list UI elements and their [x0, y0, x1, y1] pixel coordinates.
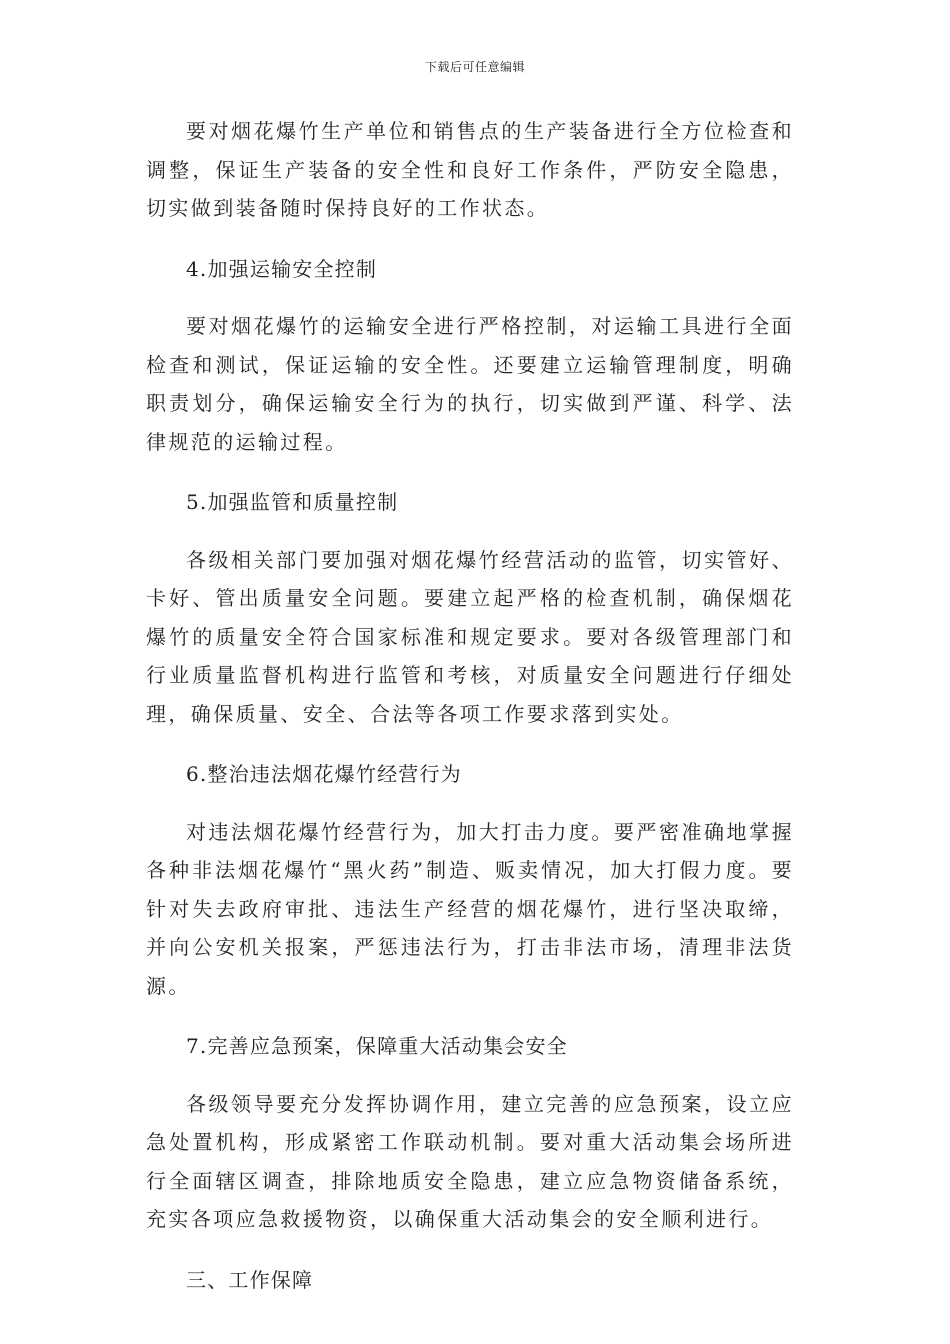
paragraph-emergency-plan: 各级领导要充分发挥协调作用，建立完善的应急预案，设立应急处置机构，形成紧密工作联动机制。要对重大活动集会场所进行全面辖区调查，排除地质安全隐患，建立应急物资储备系统，充实各项应急救援物资，以确保重大活动集会的安全顺利进行。: [146, 1091, 794, 1231]
heading-emergency-plan: 7.完善应急预案，保障重大活动集会安全: [186, 1034, 568, 1058]
heading-work-guarantee: 三、工作保障: [186, 1267, 314, 1292]
heading-illegal-business: 6.整治违法烟花爆竹经营行为: [186, 762, 462, 786]
document-body: [146, 112, 794, 1299]
paragraph-transport-safety: 要对烟花爆竹的运输安全进行严格控制，对运输工具进行全面检查和测试，保证运输的安全性。还要建立运输管理制度，明确职责划分，确保运输安全行为的执行，切实做到严谨、科学、法律规范的运输过程。: [146, 314, 794, 454]
heading-supervision-quality: 5.加强监管和质量控制: [186, 490, 399, 514]
page-header: 下载后可任意编辑: [424, 60, 525, 74]
paragraph-supervision-quality: 各级相关部门要加强对烟花爆竹经营活动的监管，切实管好、卡好、管出质量安全问题。要建立起严格的检查机制，确保烟花爆竹的质量安全符合国家标准和规定要求。要对各级管理部门和行业质量监督机构进行监管和考核，对质量安全问题进行仔细处理，确保质量、安全、合法等各项工作要求落到实处。: [146, 547, 794, 726]
paragraph-equipment-inspection: 要对烟花爆竹生产单位和销售点的生产装备进行全方位检查和调整，保证生产装备的安全性和良好工作条件，严防安全隐患，切实做到装备随时保持良好的工作状态。: [146, 119, 794, 220]
heading-transport-safety: 4.加强运输安全控制: [186, 256, 378, 281]
paragraph-illegal-business: 对违法烟花爆竹经营行为，加大打击力度。要严密准确地掌握各种非法烟花爆竹“黑火药”制造、贩卖情况，加大打假力度。要针对失去政府审批、违法生产经营的烟花爆竹，进行坚决取缔，并向公安机关报案，严惩违法行为，打击非法市场，清理非法货源。: [146, 819, 794, 998]
